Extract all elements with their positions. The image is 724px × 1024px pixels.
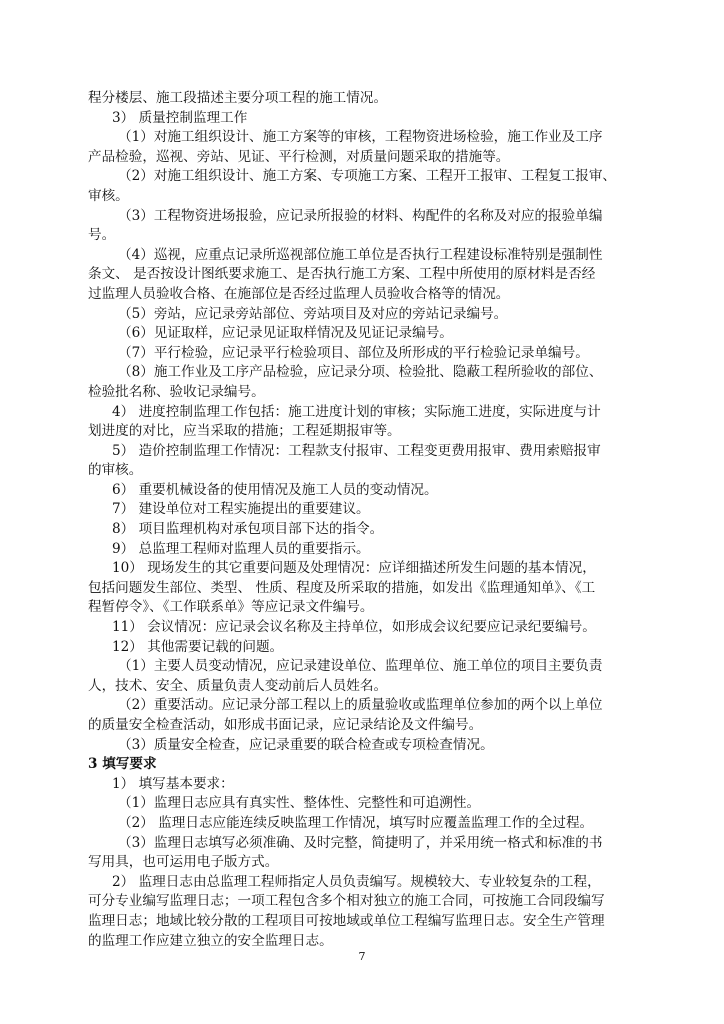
text-line: （2） 监理日志应能连续反映监理工作情况，填写时应覆盖监理工作的全过程。 [118,814,594,831]
text-line: 的审核。 [88,462,143,479]
text-line: 10） 现场发生的其它重要问题及处理情况：应详细描述所发生问题的基本情况， [112,560,596,577]
text-line: 程暂停令》、《工作联系单》等应记录文件编号。 [88,599,374,616]
text-line: 包括问题发生部位、类型、 性质、程度及所采取的措施，如发出《监理通知单》、《工 [88,579,596,596]
text-line: 12） 其他需要记载的问题。 [112,638,284,655]
text-line: （5）旁站，应记录旁站部位、旁站项目及对应的旁站记录编号。 [118,305,508,322]
text-line: 1） 填写基本要求： [112,775,234,792]
text-line: 划进度的对比，应当采取的措施；工程延期报审等。 [88,423,401,440]
text-line: 的监理工作应建立独立的安全监理日志。 [88,932,333,949]
text-line: （2）重要活动。应记录分部工程以上的质量验收或监理单位参加的两个以上单位 [118,697,603,714]
text-line: （1）主要人员变动情况，应记录建设单位、监理单位、施工单位的项目主要负责 [118,658,603,675]
section-heading: 3 填写要求 [88,756,157,773]
text-line: 条文、 是否按设计图纸要求施工、是否执行施工方案、工程中所使用的原材料是否经 [88,266,596,283]
text-line: 4） 进度控制监理工作包括：施工进度计划的审核；实际施工进度，实际进度与计 [112,403,601,420]
text-line: 人，技术、安全、质量负责人变动前后人员姓名。 [88,677,388,694]
text-line: （1）监理日志应具有真实性、整体性、完整性和可追溯性。 [118,795,481,812]
text-line: 产品检验，巡视、旁站、见证、平行检测，对质量问题采取的措施等。 [88,148,510,165]
text-line: （8）施工作业及工序产品检验，应记录分项、检验批、隐蔽工程所验收的部位、 [118,364,603,381]
text-line: （3）质量安全检查，应记录重要的联合检查或专项检查情况。 [118,736,494,753]
text-line: （7）平行检验，应记录平行检验项目、部位及所形成的平行检验记录单编号。 [118,344,589,361]
text-line: 程分楼层、施工段描述主要分项工程的施工情况。 [88,90,388,106]
text-line: 的质量安全检查活动，如形成书面记录，应记录结论及文件编号。 [88,717,483,733]
body-text [88,89,638,951]
text-line: 监理日志；地域比较分散的工程项目可按地域或单位工程编写监理日志。安全生产管理 [88,912,605,929]
text-line: （1）对施工组织设计、施工方案等的审核，工程物资进场检验，施工作业及工序 [118,129,603,146]
text-line: 6） 重要机械设备的使用情况及施工人员的变动情况。 [112,481,438,498]
text-line: 检验批名称、验收记录编号。 [88,383,265,400]
text-line: （3）工程物资进场报验，应记录所报验的材料、构配件的名称及对应的报验单编 [118,207,603,224]
text-line: （4）巡视，应重点记录所巡视部位施工单位是否执行工程建设标准特别是强制性 [118,246,603,263]
text-line: （6）见证取样，应记录见证取样情况及见证记录编号。 [118,325,453,342]
text-line: 11） 会议情况：应记录会议名称及主持单位，如形成会议纪要应记录纪要编号。 [112,619,596,636]
text-line: 过监理人员验收合格、在施部位是否经过监理人员验收合格等的情况。 [88,285,510,302]
text-line: （2）对施工组织设计、施工方案、专项施工方案、工程开工报审、工程复工报审、 [118,168,617,185]
text-line: 5） 造价控制监理工作情况：工程款支付报审、工程变更费用报审、费用索赔报审 [112,442,601,459]
text-line: 9） 总监理工程师对监理人员的重要指示。 [112,540,370,557]
text-line: 2） 监理日志由总监理工程师指定人员负责编写。规模较大、专业较复杂的工程， [112,873,601,890]
text-line: 审核。 [88,187,129,204]
text-line: 8） 项目监理机构对承包项目部下达的指令。 [112,521,384,538]
text-line: 号。 [88,227,116,244]
text-line: 写用具，也可运用电子版方式。 [88,854,279,871]
text-line: 3） 质量控制监理工作 [112,109,248,126]
text-line: 可分专业编写监理日志；一项工程包含多个相对独立的施工合同，可按施工合同段编写 [88,893,605,910]
text-line: 7） 建设单位对工程实施提出的重要建议。 [112,501,370,518]
page-number: 7 [358,950,366,963]
text-line: （3）监理日志填写必须准确、及时完整，简捷明了，并采用统一格式和标准的书 [118,834,603,851]
